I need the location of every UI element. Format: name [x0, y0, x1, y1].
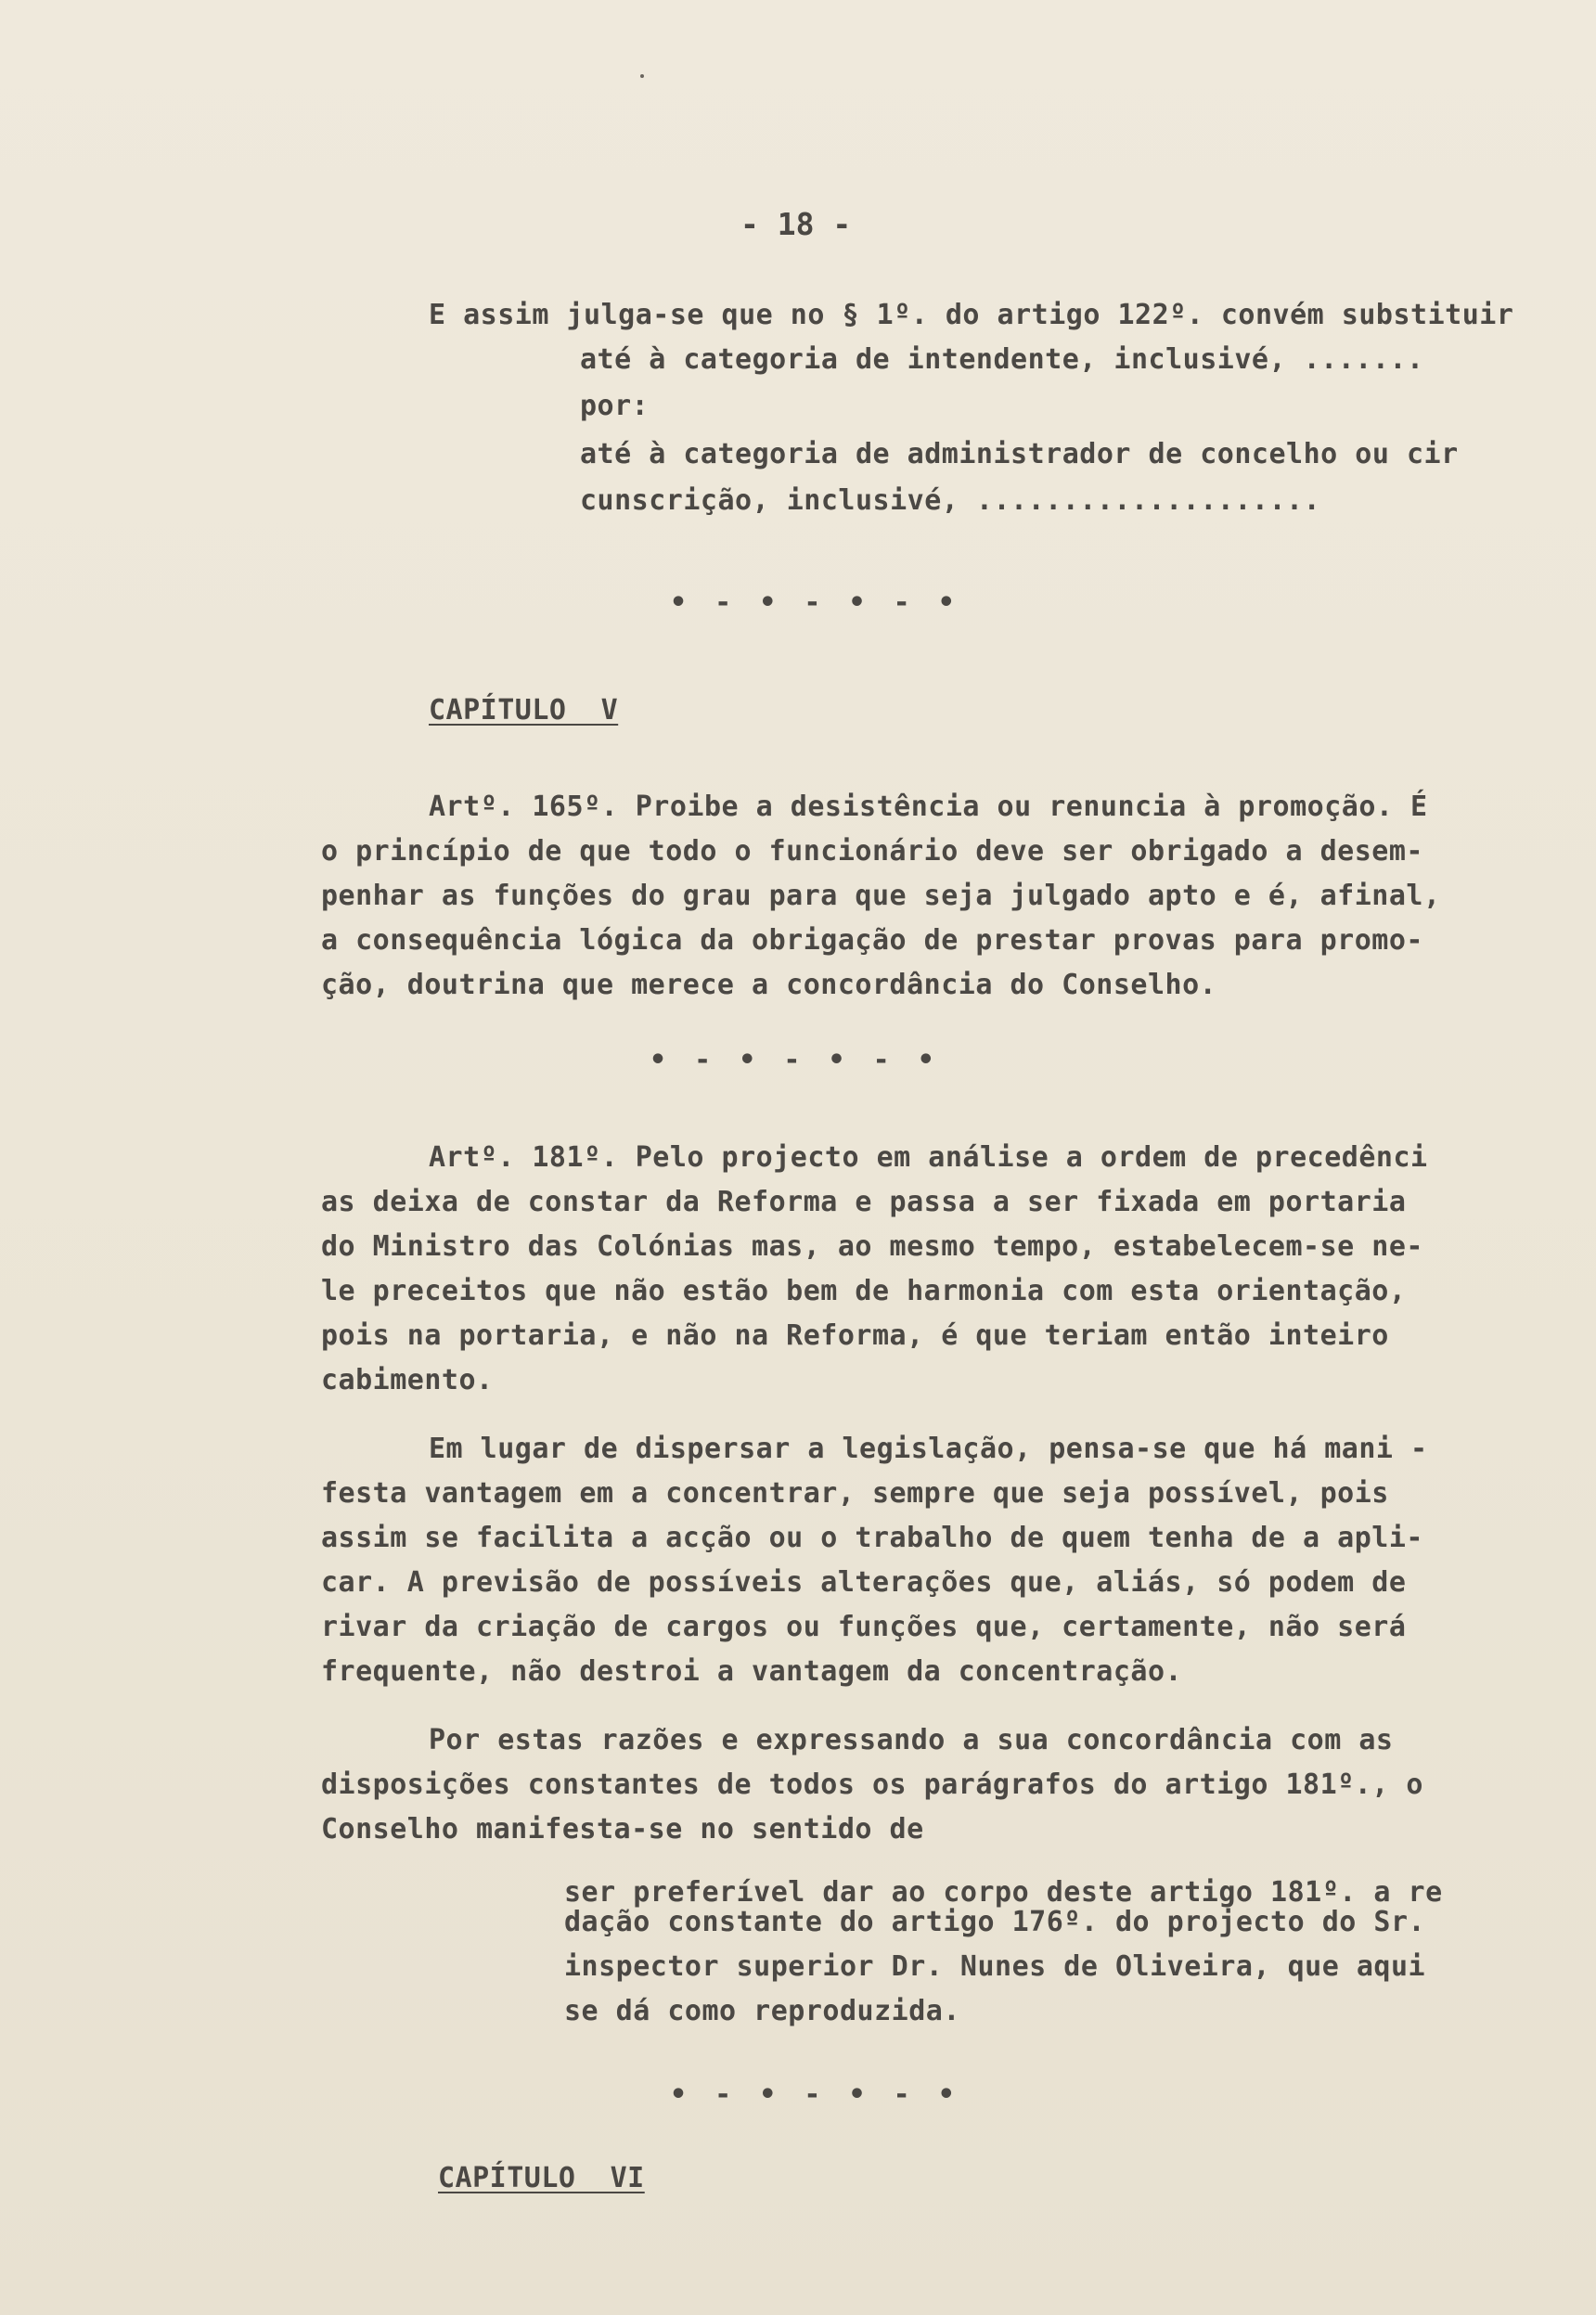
text-line: ção, doutrina que merece a concordância do Conselho. [321, 969, 1217, 1001]
chapter-heading: CAPÍTULO VI [438, 2162, 645, 2194]
text-line: penhar as funções do grau para que seja julgado apto e é, afinal, [321, 880, 1441, 912]
text-line: do Ministro das Colónias mas, ao mesmo tempo, estabelecem-se ne- [321, 1230, 1423, 1263]
text-line: até à categoria de intendente, inclusivé, ....... [580, 343, 1424, 376]
section-separator: • - • - • - • [670, 2078, 960, 2111]
quote-line: dação constante do artigo 176º. do projecto do Sr. [564, 1906, 1426, 1938]
text-line: a consequência lógica da obrigação de prestar provas para promo- [321, 924, 1423, 957]
text-line: E assim julga-se que no § 1º. do artigo 122º. convém substituir [429, 299, 1514, 331]
text-line: o princípio de que todo o funcionário deve ser obrigado a desem- [321, 835, 1423, 868]
text-line: Conselho manifesta-se no sentido de [321, 1813, 924, 1846]
text-line: le preceitos que não estão bem de harmonia com esta orientação, [321, 1275, 1407, 1307]
text-line: Artº. 181º. Pelo projecto em análise a ordem de precedênci [429, 1141, 1428, 1174]
text-line: disposições constantes de todos os parágrafos do artigo 181º., o [321, 1768, 1423, 1801]
quote-line: ser preferível dar ao corpo deste artigo 181º. a re [564, 1876, 1443, 1909]
page-number: - 18 - [740, 206, 852, 242]
text-line: Por estas razões e expressando a sua concordância com as [429, 1724, 1394, 1756]
section-separator: • - • - • - • [670, 586, 960, 619]
text-line: Artº. 165º. Proibe a desistência ou renuncia à promoção. É [429, 791, 1428, 823]
text-line: festa vantagem em a concentrar, sempre que seja possível, pois [321, 1477, 1389, 1510]
ink-speck [640, 74, 644, 78]
text-line: cunscrição, inclusivé, .................... [580, 484, 1321, 517]
text-line: pois na portaria, e não na Reforma, é que teriam então inteiro [321, 1319, 1389, 1352]
quote-line: se dá como reproduzida. [564, 1995, 960, 2027]
text-line: assim se facilita a acção ou o trabalho de quem tenha de a apli- [321, 1522, 1423, 1554]
text-line: as deixa de constar da Reforma e passa a ser fixada em portaria [321, 1186, 1407, 1218]
section-separator: • - • - • - • [650, 1044, 940, 1076]
chapter-heading: CAPÍTULO V [429, 694, 619, 727]
text-line: até à categoria de administrador de concelho ou cir [580, 438, 1459, 470]
text-line: cabimento. [321, 1364, 494, 1396]
quote-line: inspector superior Dr. Nunes de Oliveira, que aqui [564, 1950, 1426, 1983]
text-line: Em lugar de dispersar a legislação, pensa-se que há mani - [429, 1433, 1428, 1465]
text-line: frequente, não destroi a vantagem da concentração. [321, 1655, 1183, 1688]
text-line: rivar da criação de cargos ou funções que, certamente, não será [321, 1611, 1407, 1643]
text-line: car. A previsão de possíveis alterações que, aliás, só podem de [321, 1566, 1407, 1599]
text-line: por: [580, 390, 650, 422]
